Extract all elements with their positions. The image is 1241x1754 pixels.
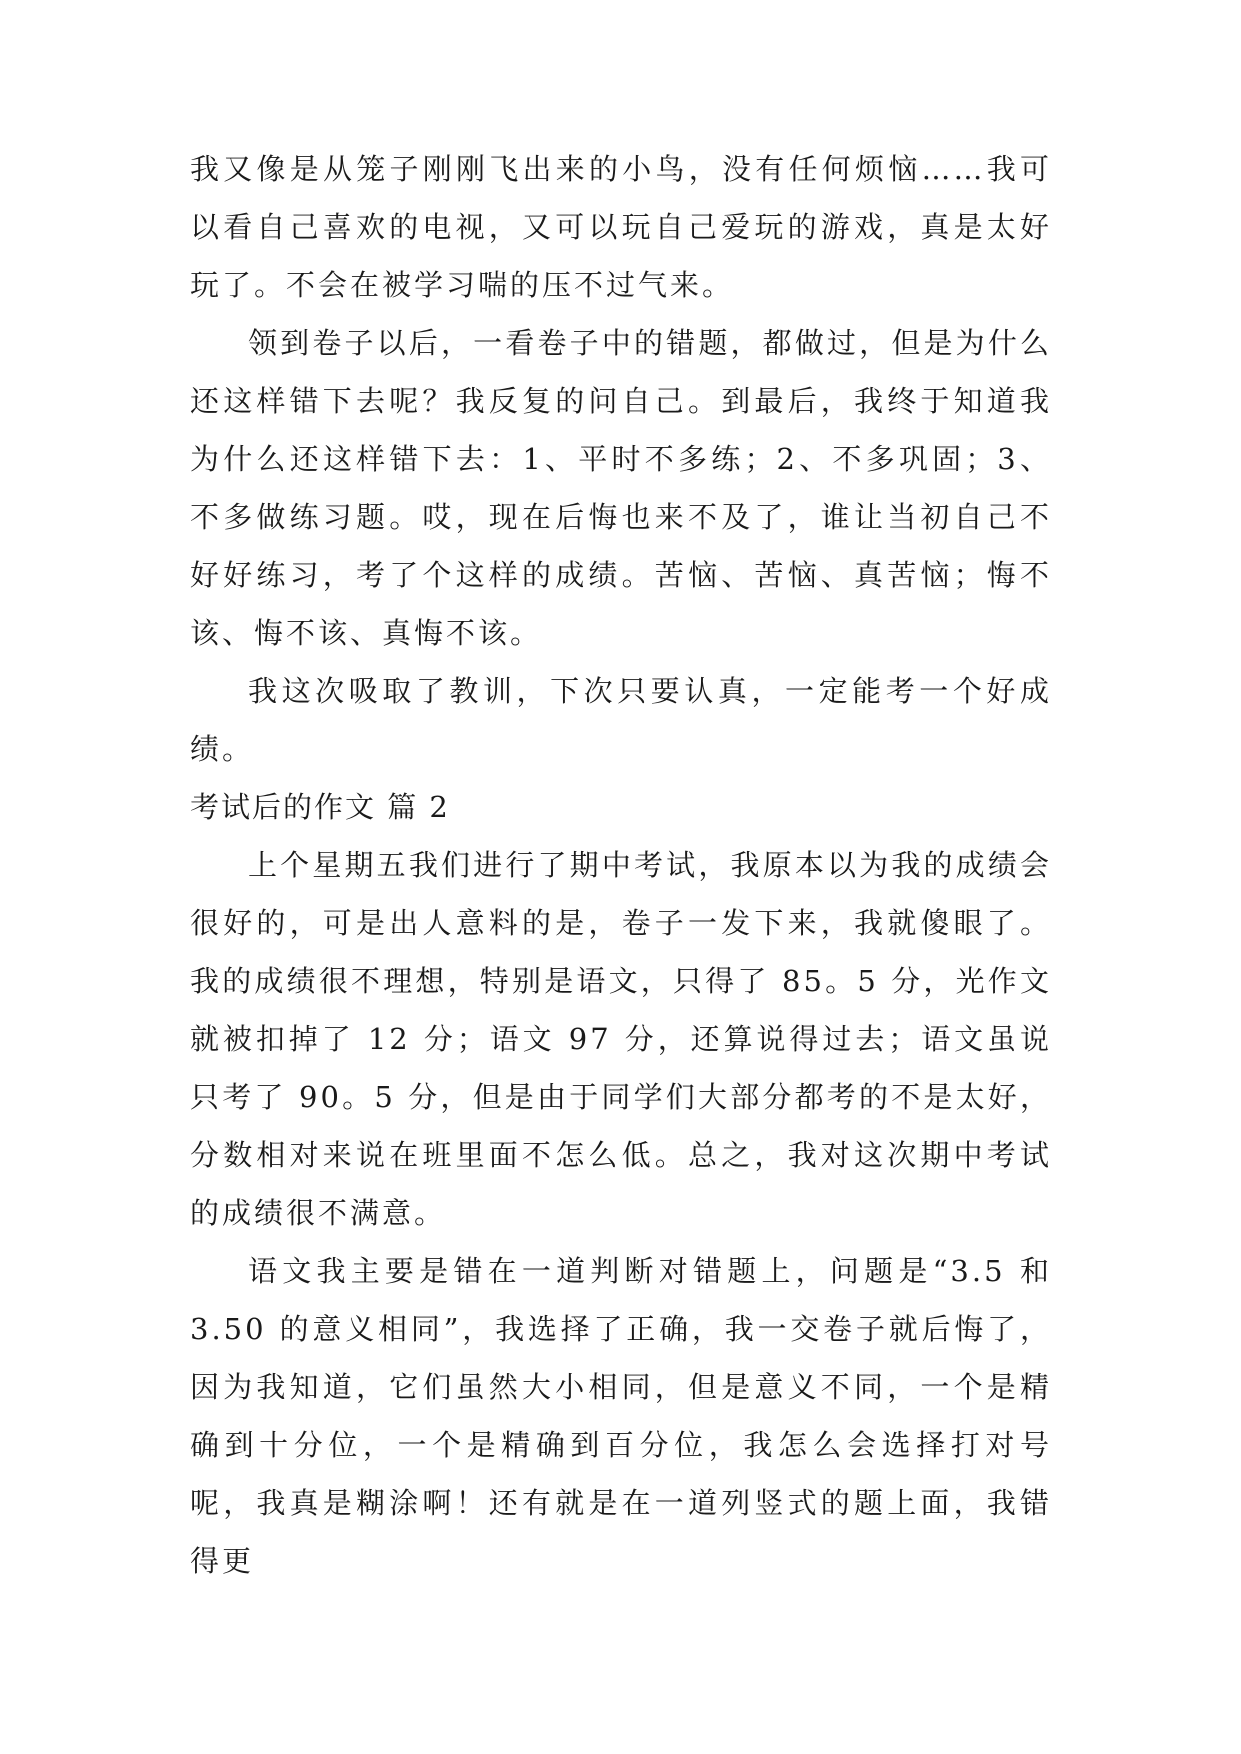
section-heading: 考试后的作文 篇 2 bbox=[190, 790, 450, 824]
paragraph-5: 语文我主要是错在一道判断对错题上，问题是“3.5 和 3.50 的意义相同”，我选择了正确，我一交卷子就后悔了，因为我知道，它们虽然大小相同，但是意义不同，一个是精确到十分位，一个是精确到百分位，我怎么会选择打对号呢，我真是糊涂啊！还有就是在一道列竖式的题上面，我错得更 bbox=[190, 1254, 1052, 1578]
paragraph-3: 我这次吸取了教训，下次只要认真，一定能考一个好成绩。 bbox=[190, 674, 1052, 766]
paragraph-4: 上个星期五我们进行了期中考试，我原本以为我的成绩会很好的，可是出人意料的是，卷子一发下来，我就傻眼了。我的成绩很不理想，特别是语文，只得了 85。5 分，光作文就被扣掉了 12 分；语文 97 分，还算说得过去；语文虽说只考了 90。5 分，但是由于同学们大部分都考的不是太好，分数相对来说在班里面不怎么低。总之，我对这次期中考试的成绩很不满意。 bbox=[190, 848, 1052, 1230]
paragraph-1: 我又像是从笼子刚刚飞出来的小鸟，没有任何烦恼……我可以看自己喜欢的电视，又可以玩自己爱玩的游戏，真是太好玩了。不会在被学习喘的压不过气来。 bbox=[190, 152, 1052, 302]
paragraph-2: 领到卷子以后，一看卷子中的错题，都做过，但是为什么还这样错下去呢？我反复的问自己。到最后，我终于知道我为什么还这样错下去：1、平时不多练；2、不多巩固；3、不多做练习题。哎，现在后悔也来不及了，谁让当初自己不好好练习，考了个这样的成绩。苦恼、苦恼、真苦恼；悔不该、悔不该、真悔不该。 bbox=[190, 326, 1052, 650]
document-body bbox=[190, 140, 1052, 1590]
